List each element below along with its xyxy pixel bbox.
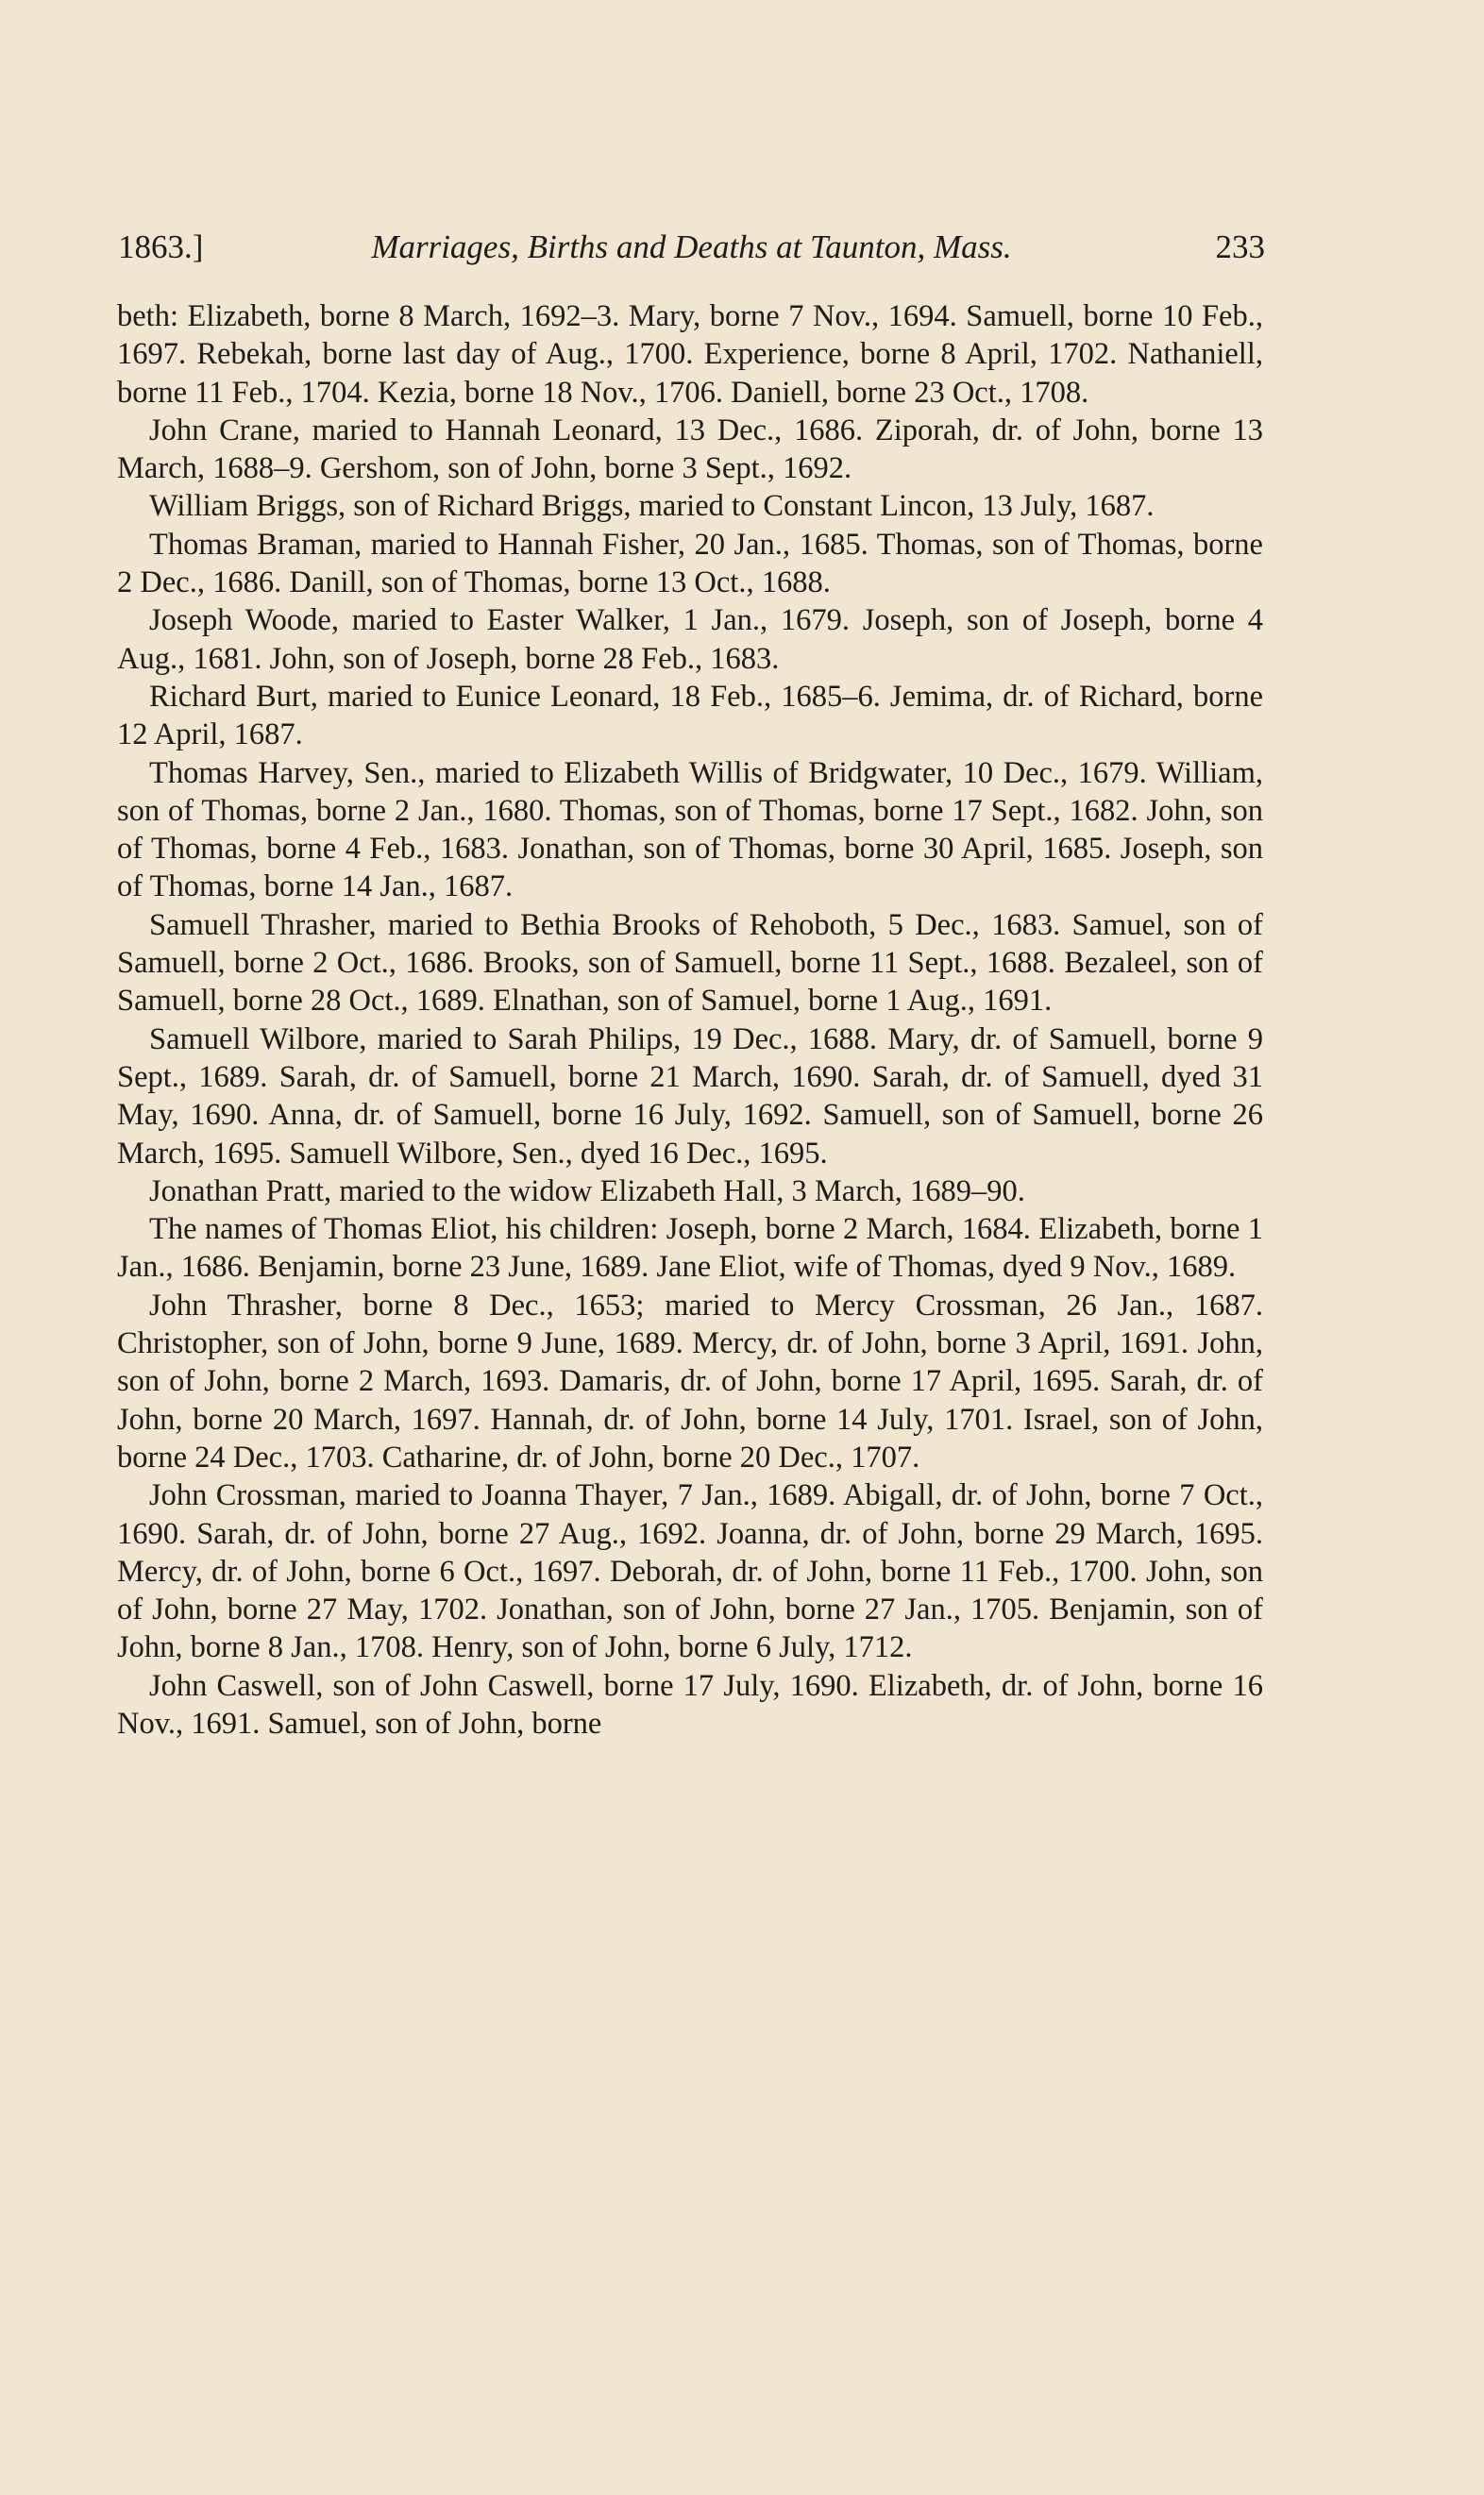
record-entry: Richard Burt, maried to Eunice Leonard, 18 Feb., 1685–6. Jemima, dr. of Richard, borne 12 April, 1687. [117,679,1263,752]
page-number: 233 [1215,228,1265,265]
header-year: 1863.] [118,228,204,265]
record-entry: Thomas Harvey, Sen., maried to Elizabeth Willis of Bridgwater, 10 Dec., 1679. William, son of Thomas, borne 2 Jan., 1680. Thomas, son of Thomas, borne 17 Sept., 1682. John, son of Thomas, borne 4 Feb., 1683. Jonathan, son of Thomas, borne 30 April, 1685. Joseph, son of Thomas, borne 14 Jan., 1687. [117,755,1263,904]
paragraph-continuation: beth: Elizabeth, borne 8 March, 1692–3. Mary, borne 7 Nov., 1694. Samuell, borne 10 Feb., 1697. Rebekah, borne last day of Aug., 1700. Experience, borne 8 April, 1702. Nathaniell, borne 11 Feb., 1704. Kezia, borne 18 Nov., 1706. Daniell, borne 23 Oct., 1708. [117,299,1263,410]
record-entry: The names of Thomas Eliot, his children: Joseph, borne 2 March, 1684. Elizabeth, borne 1 Jan., 1686. Benjamin, borne 23 June, 1689. Jane Eliot, wife of Thomas, dyed 9 Nov., 1689. [117,1212,1263,1285]
record-entry: John Caswell, son of John Caswell, borne 17 July, 1690. Elizabeth, dr. of John, borne 16 Nov., 1691. Samuel, son of John, borne [117,1668,1263,1741]
record-entry: Samuell Wilbore, maried to Sarah Philips, 19 Dec., 1688. Mary, dr. of Samuell, borne 9 Sept., 1689. Sarah, dr. of Samuell, borne 21 March, 1690. Sarah, dr. of Samuell, dyed 31 May, 1690. Anna, dr. of Samuell, borne 16 July, 1692. Samuell, son of Samuell, borne 26 March, 1695. Samuell Wilbore, Sen., dyed 16 Dec., 1695. [117,1021,1263,1171]
record-entry: John Thrasher, borne 8 Dec., 1653; maried to Mercy Crossman, 26 Jan., 1687. Christopher, son of John, borne 9 June, 1689. Mercy, dr. of John, borne 3 April, 1691. John, son of John, borne 2 March, 1693. Damaris, dr. of John, borne 17 April, 1695. Sarah, dr. of John, borne 20 March, 1697. Hannah, dr. of John, borne 14 July, 1701. Israel, son of John, borne 24 Dec., 1703. Catharine, dr. of John, borne 20 Dec., 1707. [117,1288,1263,1475]
record-entry: John Crossman, maried to Joanna Thayer, 7 Jan., 1689. Abigall, dr. of John, borne 7 Oct., 1690. Sarah, dr. of John, borne 27 Aug., 1692. Joanna, dr. of John, borne 29 March, 1695. Mercy, dr. of John, borne 6 Oct., 1697. Deborah, dr. of John, borne 11 Feb., 1700. John, son of John, borne 27 May, 1702. Jonathan, son of John, borne 27 Jan., 1705. Benjamin, son of John, borne 8 Jan., 1708. Henry, son of John, borne 6 July, 1712. [117,1478,1263,1665]
page-header [118,224,1265,271]
record-entry: Joseph Woode, maried to Easter Walker, 1 Jan., 1679. Joseph, son of Joseph, borne 4 Aug., 1681. John, son of Joseph, borne 28 Feb., 1683. [117,603,1263,676]
record-entry: Thomas Braman, maried to Hannah Fisher, 20 Jan., 1685. Thomas, son of Thomas, borne 2 Dec., 1686. Danill, son of Thomas, borne 13 Oct., 1688. [117,527,1263,600]
record-entry: William Briggs, son of Richard Briggs, maried to Constant Lincon, 13 July, 1687. [149,489,1155,524]
record-entry: John Crane, maried to Hannah Leonard, 13 Dec., 1686. Ziporah, dr. of John, borne 13 March, 1688–9. Gershom, son of John, borne 3 Sept., 1692. [117,413,1263,486]
record-entry: Samuell Thrasher, maried to Bethia Brooks of Rehoboth, 5 Dec., 1683. Samuel, son of Samuell, borne 2 Oct., 1686. Brooks, son of Samuell, borne 11 Sept., 1688. Bezaleel, son of Samuell, borne 28 Oct., 1689. Elnathan, son of Samuel, borne 1 Aug., 1691. [117,907,1263,1019]
page-body [117,297,1263,1743]
running-title: Marriages, Births and Deaths at Taunton, Mass. [371,228,1012,265]
record-entry: Jonathan Pratt, maried to the widow Elizabeth Hall, 3 March, 1689–90. [149,1173,1025,1208]
